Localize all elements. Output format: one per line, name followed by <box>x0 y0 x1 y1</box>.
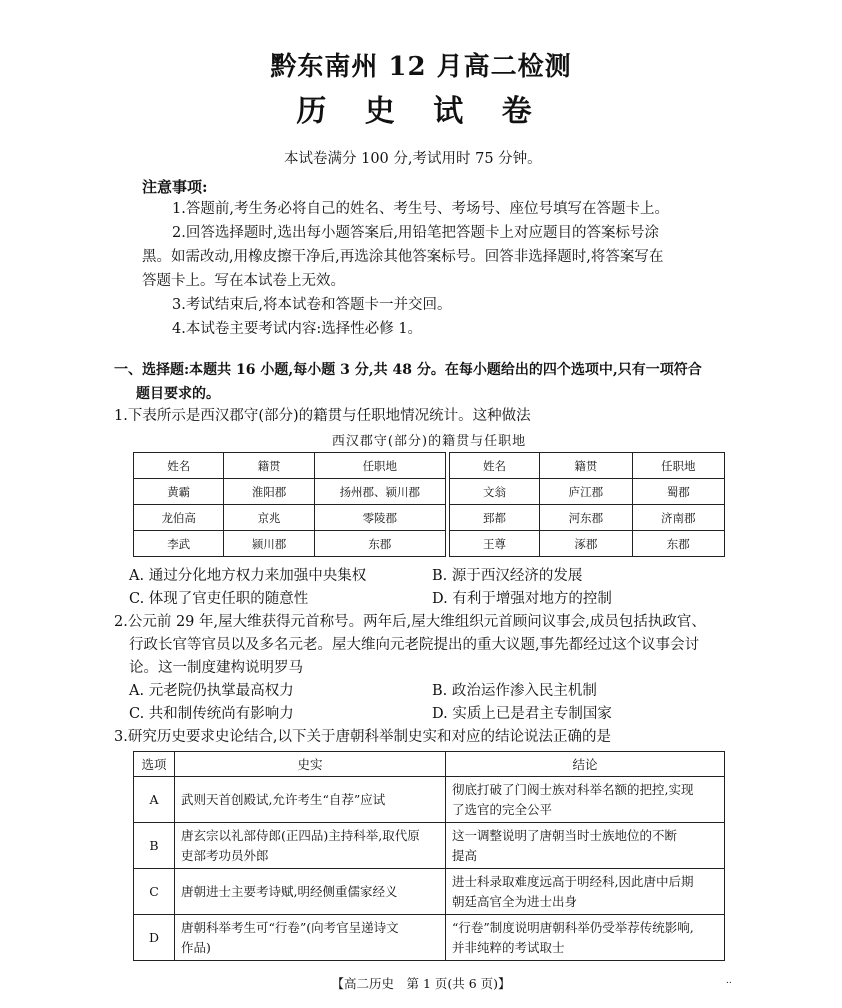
fact-text: 作品) <box>181 939 211 955</box>
conclusion-text: 这一调整说明了唐朝当时士族地位的不断 <box>452 827 678 843</box>
table-header-cell: 选项 <box>134 752 175 777</box>
table-header-cell: 姓名 <box>134 453 224 479</box>
table-header-cell: 姓名 <box>449 453 539 479</box>
corner-mark: .. <box>726 976 732 986</box>
table-cell: 京兆 <box>224 505 314 531</box>
question-3-stem: 3.研究历史要求史论结合,以下关于唐朝科举制史实和对应的结论说法正确的是 <box>114 729 611 745</box>
question-2-option-a: A. 元老院仍执掌最高权力 <box>129 683 294 699</box>
question-1-stem: 1.下表所示是西汉郡守(部分)的籍贯与任职地情况统计。这种做法 <box>114 408 531 424</box>
option-cell: D <box>134 915 175 961</box>
question-1-table <box>133 452 725 557</box>
question-1-table-caption: 西汉郡守(部分)的籍贯与任职地 <box>331 434 527 449</box>
notice-line-4: 答题卡上。写在本试卷上无效。 <box>142 273 345 289</box>
table-cell: 颍川郡 <box>224 531 314 557</box>
conclusion-cell <box>446 777 725 823</box>
table-header-cell: 籍贯 <box>224 453 314 479</box>
notice-line-3: 黑。如需改动,用橡皮擦干净后,再选涂其他答案标号。回答非选择题时,将答案写在 <box>142 249 664 265</box>
fact-cell <box>175 915 446 961</box>
conclusion-text: 彻底打破了门阀士族对科举名额的把控,实现 <box>452 781 694 797</box>
conclusion-cell <box>446 915 725 961</box>
fact-cell <box>175 777 446 823</box>
table-cell: 龙伯高 <box>134 505 224 531</box>
notice-heading: 注意事项: <box>142 178 208 196</box>
table-cell: 黄霸 <box>134 479 224 505</box>
question-2-option-c: C. 共和制传统尚有影响力 <box>129 706 294 722</box>
question-2-line-1: 2.公元前 29 年,屋大维获得元首称号。两年后,屋大维组织元首顾问议事会,成员包括执政官、 <box>114 614 706 630</box>
section-heading-line-1: 一、选择题:本题共 16 小题,每小题 3 分,共 48 分。在每小题给出的四个选项中,只有一项符合 <box>114 362 702 378</box>
table-cell: 零陵郡 <box>314 505 445 531</box>
table-header-row <box>134 453 725 479</box>
option-cell: B <box>134 823 175 869</box>
page-footer: 【高二历史 第 1 页(共 6 页)】 <box>331 976 511 991</box>
table-header-cell: 籍贯 <box>540 453 632 479</box>
table-cell: 淮阳郡 <box>224 479 314 505</box>
question-3-table <box>133 751 725 961</box>
conclusion-text: “行卷”制度说明唐朝科举仍受举荐传统影响, <box>452 919 694 935</box>
table-row <box>134 823 725 869</box>
notice-line-5: 3.考试结束后,将本试卷和答题卡一并交回。 <box>172 297 452 313</box>
conclusion-text: 进士科录取难度远高于明经科,因此唐中后期 <box>452 873 694 889</box>
table-cell: 李武 <box>134 531 224 557</box>
table-cell: 郅都 <box>449 505 539 531</box>
question-1-option-a: A. 通过分化地方权力来加强中央集权 <box>129 568 367 584</box>
fact-text: 唐朝进士主要考诗赋,明经侧重儒家经义 <box>181 883 398 899</box>
option-cell: C <box>134 869 175 915</box>
table-cell: 扬州郡、颍川郡 <box>314 479 445 505</box>
fact-text: 武则天首创殿试,允许考生“自荐”应试 <box>181 791 386 807</box>
conclusion-text: 并非纯粹的考试取士 <box>452 939 565 955</box>
conclusion-cell <box>446 823 725 869</box>
exam-title: 黔东南州 12 月高二检测 <box>270 52 572 82</box>
question-2-line-2: 行政长官等官员以及多名元老。屋大维向元老院提出的重大议题,事先都经过这个议事会讨 <box>129 637 700 653</box>
table-cell: 涿郡 <box>540 531 632 557</box>
section-heading-line-2: 题目要求的。 <box>136 386 220 402</box>
notice-line-2: 2.回答选择题时,选出每小题答案后,用铅笔把答题卡上对应题目的答案标号涂 <box>172 225 660 241</box>
question-1-option-d: D. 有利于增强对地方的控制 <box>432 591 612 607</box>
notice-line-6: 4.本试卷主要考试内容:选择性必修 1。 <box>172 321 423 337</box>
fact-text: 唐玄宗以礼部侍郎(正四品)主持科举,取代原 <box>181 827 420 843</box>
question-2-option-d: D. 实质上已是君主专制国家 <box>432 706 612 722</box>
fact-text: 吏部考功员外郎 <box>181 847 269 863</box>
fact-text: 唐朝科举考生可“行卷”(向考官呈递诗文 <box>181 919 399 935</box>
table-row <box>134 915 725 961</box>
question-2-option-b: B. 政治运作渗入民主机制 <box>432 683 597 699</box>
table-cell: 东郡 <box>632 531 724 557</box>
table-row <box>134 531 725 557</box>
conclusion-text: 提高 <box>452 847 478 863</box>
table-header-cell: 结论 <box>446 752 725 777</box>
option-cell: A <box>134 777 175 823</box>
conclusion-cell <box>446 869 725 915</box>
table-row <box>134 505 725 531</box>
fact-cell <box>175 869 446 915</box>
table-cell: 王尊 <box>449 531 539 557</box>
table-row <box>134 777 725 823</box>
table-cell: 东郡 <box>314 531 445 557</box>
question-1-option-b: B. 源于西汉经济的发展 <box>432 568 583 584</box>
table-row <box>134 479 725 505</box>
fact-cell <box>175 823 446 869</box>
table-cell: 济南郡 <box>632 505 724 531</box>
table-cell: 文翁 <box>449 479 539 505</box>
exam-intro: 本试卷满分 100 分,考试用时 75 分钟。 <box>284 151 542 167</box>
table-header-row <box>134 752 725 777</box>
table-header-cell: 任职地 <box>632 453 724 479</box>
conclusion-text: 朝廷高官全为进士出身 <box>452 893 578 909</box>
table-header-cell: 史实 <box>175 752 446 777</box>
table-row <box>134 869 725 915</box>
table-header-cell: 任职地 <box>314 453 445 479</box>
table-cell: 河东郡 <box>540 505 632 531</box>
question-2-line-3: 论。这一制度建构说明罗马 <box>129 660 303 676</box>
question-1-option-c: C. 体现了官吏任职的随意性 <box>129 591 309 607</box>
table-cell: 庐江郡 <box>540 479 632 505</box>
exam-subject-title: 历 史 试 卷 <box>296 94 546 129</box>
table-cell: 蜀郡 <box>632 479 724 505</box>
notice-line-1: 1.答题前,考生务必将自己的姓名、考生号、考场号、座位号填写在答题卡上。 <box>172 201 669 217</box>
conclusion-text: 了选官的完全公平 <box>452 801 553 817</box>
